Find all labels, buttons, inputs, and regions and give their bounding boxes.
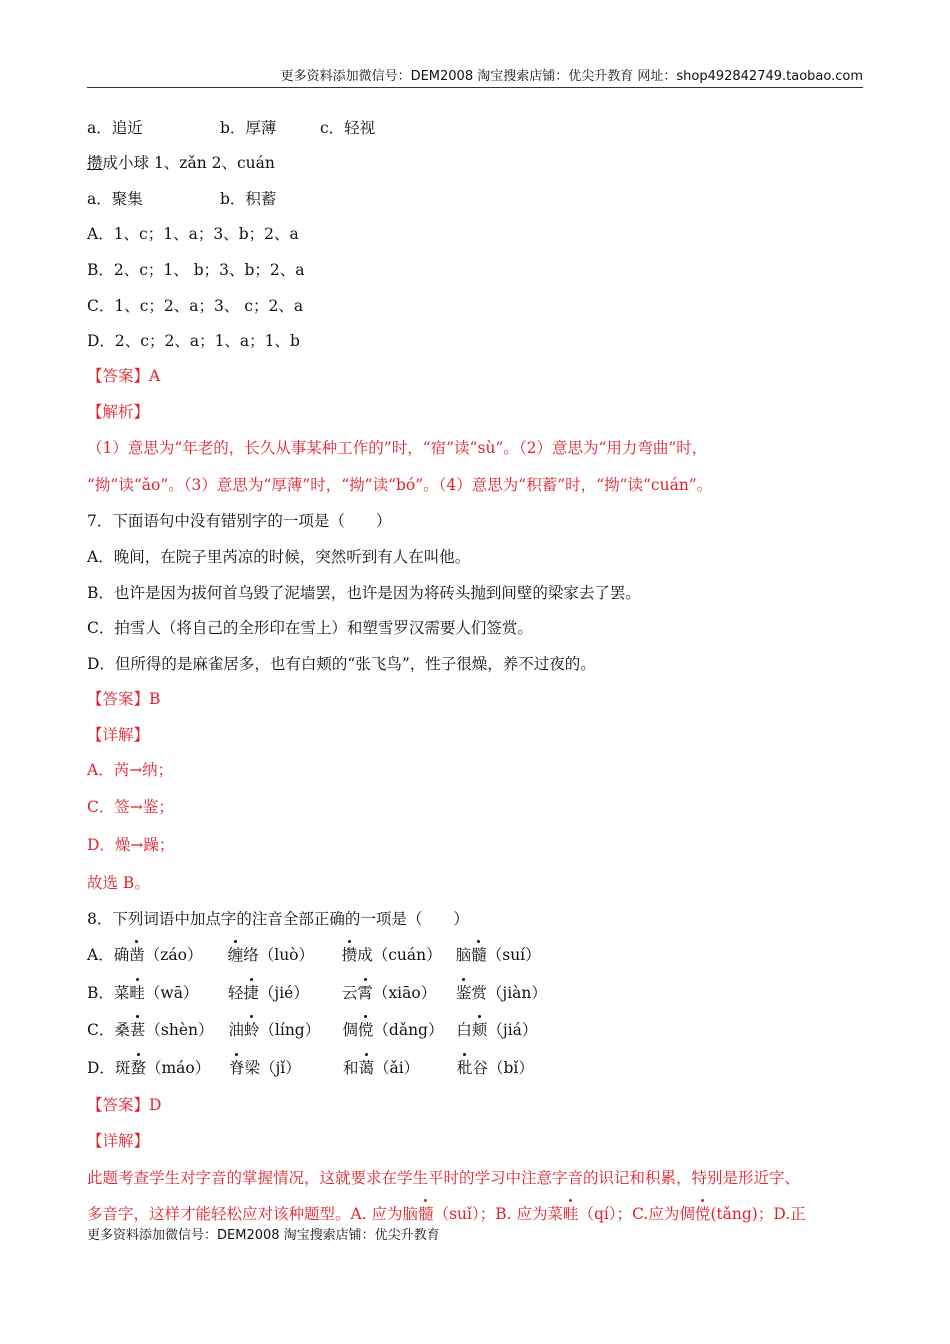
analysis-line-1: （1）意思为“年老的，长久从事某种工作的”时，“宿”读“sù”。（2）意思为“用力弯曲”时， bbox=[87, 439, 708, 457]
q8-detail-line-2 bbox=[87, 1202, 806, 1226]
q8-item bbox=[342, 1018, 456, 1042]
char: 斑 bbox=[114, 1059, 131, 1077]
dotted-char: 捷 bbox=[243, 981, 259, 1005]
dotted-char: 畦 bbox=[563, 1202, 579, 1226]
q7-option-d: D．但所得的是麻雀居多，也有白颊的“张飞鸟”，性子很燥，养不过夜的。 bbox=[87, 655, 596, 673]
dotted-char: 脊 bbox=[229, 1056, 245, 1080]
analysis-label: 【解析】 bbox=[87, 403, 150, 421]
choice-a: A．1、c；1、a；3、b；2、a bbox=[87, 225, 299, 243]
pinyin: （dǎng） bbox=[373, 1021, 444, 1039]
char: 确 bbox=[113, 946, 130, 964]
q8-row-label: A． bbox=[87, 946, 114, 964]
q7-option-b: B．也许是因为拔何首乌毁了泥墙罢，也许是因为将砖头抛到间壁的梁家去了罢。 bbox=[87, 584, 641, 602]
q8-item bbox=[342, 943, 456, 967]
pinyin: （shèn） bbox=[145, 1021, 214, 1039]
dotted-char: 髓 bbox=[471, 943, 487, 967]
dotted-char: 凿 bbox=[129, 943, 145, 967]
q8-row-label: B． bbox=[87, 984, 114, 1002]
q8-item bbox=[456, 1021, 537, 1039]
q8-item bbox=[228, 981, 342, 1005]
dotted-char: 攒 bbox=[342, 943, 358, 967]
q7-option-c: C．拍雪人（将自己的全形印在雪上）和塑雪罗汉需要人们签赏。 bbox=[87, 619, 533, 637]
char: 菜 bbox=[113, 984, 130, 1002]
dotted-char: 傥 bbox=[695, 1202, 711, 1226]
answer: 【答案】A bbox=[87, 367, 161, 385]
pinyin: （jié） bbox=[258, 984, 309, 1002]
q8-item bbox=[456, 984, 547, 1002]
q7-correction-d: D．燥→躁； bbox=[87, 836, 175, 854]
choice-b: B．2、c；1、 b；3、b；2、a bbox=[87, 261, 305, 279]
dotted-char: 傥 bbox=[358, 1018, 374, 1042]
q8-item bbox=[456, 946, 541, 964]
dotted-char: 蛉 bbox=[244, 1018, 260, 1042]
q7-correction-a: A．芮→纳； bbox=[87, 761, 174, 779]
q8-item bbox=[342, 981, 456, 1005]
q8-item bbox=[115, 1056, 229, 1080]
char: 和 bbox=[342, 1059, 359, 1077]
item-rest: 成小球 1、zǎn 2、cuán bbox=[102, 154, 275, 172]
dotted-char: 颊 bbox=[472, 1018, 488, 1042]
char: 谷 bbox=[472, 1059, 488, 1077]
char: 络 bbox=[243, 946, 259, 964]
pinyin: （líng） bbox=[259, 1021, 321, 1039]
char: 赏 bbox=[471, 984, 487, 1002]
pinyin: （luò） bbox=[258, 946, 315, 964]
opt-c: c．轻视 bbox=[320, 119, 376, 137]
q8-detail-line-1: 此题考查学生对字音的掌握情况，这就要求在学生平时的学习中注意字音的识记和积累，特别是形近字、 bbox=[87, 1169, 801, 1187]
q8-item bbox=[114, 943, 228, 967]
q8-item bbox=[228, 943, 342, 967]
detail-text: (tǎng)；D.正 bbox=[710, 1205, 806, 1223]
analysis-line-2: “拗”读“ǎo”。（3）意思为“厚薄”时，“拗”读“bó”。（4）意思为“积蓄”时，“拗”读“cuán”。 bbox=[87, 476, 713, 494]
q8-row-c bbox=[87, 1018, 537, 1042]
pinyin: （xiāo） bbox=[372, 984, 437, 1002]
q8-item bbox=[114, 1018, 228, 1042]
q8-row-d bbox=[87, 1056, 534, 1080]
pinyin: （bǐ） bbox=[487, 1059, 534, 1077]
pinyin: （záo） bbox=[144, 946, 203, 964]
q8-row-label: C． bbox=[87, 1021, 115, 1039]
underlined-char: 攒 bbox=[87, 154, 103, 172]
pinyin: （suí） bbox=[486, 946, 541, 964]
opt-a: a．追近 bbox=[87, 119, 143, 137]
opt-b2: b．积蓄 bbox=[220, 190, 277, 208]
dotted-char: 蔼 bbox=[358, 1056, 374, 1080]
opt-b: b．厚薄 bbox=[220, 119, 277, 137]
q8-item bbox=[229, 1056, 343, 1080]
char: 云 bbox=[341, 984, 358, 1002]
dotted-char: 鉴 bbox=[456, 981, 472, 1005]
pinyin: （jǐ） bbox=[259, 1059, 301, 1077]
pinyin: （cuán） bbox=[372, 946, 442, 964]
q8-item bbox=[114, 981, 228, 1005]
char: 白 bbox=[456, 1021, 472, 1039]
char: 油 bbox=[228, 1021, 244, 1039]
char: 梁 bbox=[244, 1059, 260, 1077]
page-footer: 更多资料添加微信号：DEM2008 淘宝搜索店铺：优尖升教育 bbox=[87, 1228, 440, 1243]
q8-row-a bbox=[87, 943, 541, 967]
q7-option-a: A．晚间，在院子里芮凉的时候，突然听到有人在叫他。 bbox=[87, 548, 471, 566]
choice-d: D．2、c；2、a；1、a；1、b bbox=[87, 332, 300, 350]
dotted-char: 缠 bbox=[228, 943, 244, 967]
dotted-char: 霄 bbox=[357, 981, 373, 1005]
dotted-char: 蝥 bbox=[130, 1056, 146, 1080]
option-row-1 bbox=[87, 116, 375, 140]
char: 倜 bbox=[342, 1021, 358, 1039]
q8-item bbox=[457, 1059, 534, 1077]
dotted-char: 葚 bbox=[130, 1018, 146, 1042]
q7-correction-c: C．签→鉴； bbox=[87, 798, 174, 816]
q7-conclusion: 故选 B。 bbox=[87, 874, 150, 892]
detail-text: 多音字，这样才能轻松应对该种题型。A. 应为脑 bbox=[87, 1205, 419, 1223]
q7-answer: 【答案】B bbox=[87, 690, 161, 708]
q8-stem: 8．下列词语中加点字的注音全部正确的一项是（ ） bbox=[87, 910, 469, 928]
pinyin: （jiàn） bbox=[486, 984, 547, 1002]
q8-detail-label: 【详解】 bbox=[87, 1132, 150, 1150]
dotted-char: 髓 bbox=[418, 1202, 434, 1226]
char: 桑 bbox=[114, 1021, 130, 1039]
choice-c: C．1、c；2、a；3、 c；2、a bbox=[87, 297, 304, 315]
option-row-2 bbox=[87, 187, 276, 211]
char: 轻 bbox=[227, 984, 244, 1002]
pinyin: （máo） bbox=[145, 1059, 211, 1077]
detail-text: （suǐ）；B. 应为菜 bbox=[433, 1205, 563, 1223]
q8-item bbox=[228, 1018, 342, 1042]
char: 成 bbox=[357, 946, 373, 964]
pinyin: （jiá） bbox=[487, 1021, 538, 1039]
item-line bbox=[87, 151, 275, 175]
pinyin: （wā） bbox=[144, 984, 199, 1002]
page-header: 更多资料添加微信号：DEM2008 淘宝搜索店铺：优尖升教育 网址：shop492842749.taobao.com bbox=[87, 68, 863, 88]
q8-item bbox=[343, 1056, 457, 1080]
dotted-char: 畦 bbox=[129, 981, 145, 1005]
pinyin: （ǎi） bbox=[373, 1059, 420, 1077]
dotted-char: 秕 bbox=[457, 1056, 473, 1080]
q8-answer: 【答案】D bbox=[87, 1096, 162, 1114]
q8-row-label: D． bbox=[87, 1059, 115, 1077]
opt-a2: a．聚集 bbox=[87, 190, 143, 208]
q8-row-b bbox=[87, 981, 547, 1005]
detail-text: （qí）；C.应为倜 bbox=[578, 1205, 695, 1223]
char: 脑 bbox=[455, 946, 472, 964]
q7-detail-label: 【详解】 bbox=[87, 726, 150, 744]
q7-stem: 7．下面语句中没有错别字的一项是（ ） bbox=[87, 512, 392, 530]
